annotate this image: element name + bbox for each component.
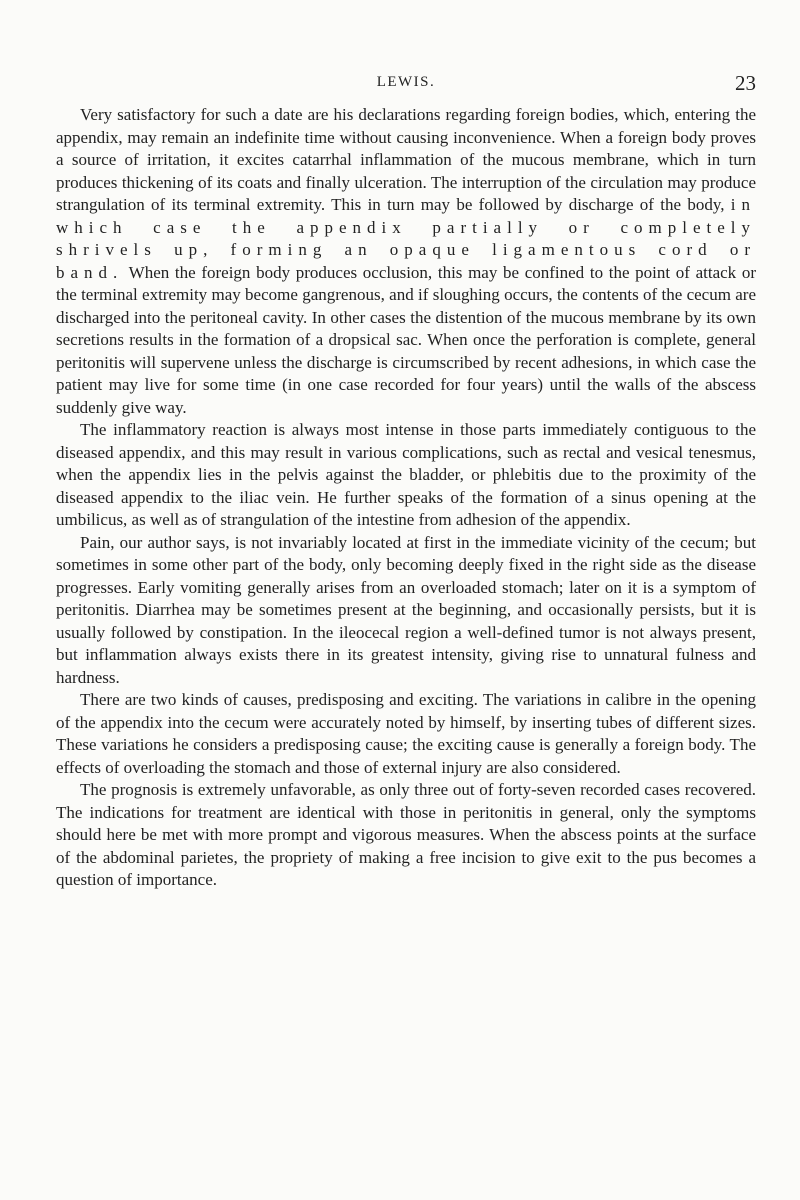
paragraph-1-spaced-text: in which case the appendix partially or completely shrivels up, forming an opaque ligamentous cord or band.	[56, 195, 757, 282]
page-header	[56, 71, 756, 95]
paragraph-1	[56, 104, 756, 419]
running-title: LEWIS.	[376, 74, 436, 90]
paragraph-1-continuation: When the foreign body produces occlusion, this may be confined to the point of attack or the terminal extremity may become gangrenous, and if sloughing occurs, the contents of the cecum are discharged into the peritoneal cavity. In other cases the distention of the mucous membrane by its own secretions results in the formation of a dropsical sac. When once the perforation is complete, general peritonitis will supervene unless the discharge is circumscribed by recent adhesions, in which case the patient may live for some time (in one case recorded for four years) until the walls of the abscess suddenly give way.	[56, 262, 756, 417]
body-text	[56, 104, 756, 892]
paragraph-5: The prognosis is extremely unfavorable, as only three out of forty-seven recorded cases recovered. The indications for treatment are identical with those in peritonitis in general, only the symptoms should here be met with more prompt and vigorous measures. When the abscess points at the surface of the abdominal parietes, the propriety of making a free incision to give exit to the pus becomes a question of importance.	[56, 780, 756, 889]
paragraph-3: Pain, our author says, is not invariably located at first in the immediate vicinity of the cecum; but sometimes in some other part of the body, only becoming deeply fixed in the right side as the disease progresses. Early vomiting generally arises from an overloaded stomach; later on it is a symptom of peritonitis. Diarrhea may be sometimes present at the beginning, and occasionally persists, but it is usually followed by constipation. In the ileocecal region a well-defined tumor is not always present, but inflammation always exists there in its greatest intensity, giving rise to unnatural fulness and hardness.	[56, 532, 756, 687]
paragraph-4: There are two kinds of causes, predisposing and exciting. The variations in calibre in the opening of the appendix into the cecum were accurately noted by himself, by inserting tubes of different sizes. These variations he considers a predisposing cause; the exciting cause is generally a foreign body. The effects of overloading the stomach and those of external injury are also considered.	[56, 690, 756, 777]
paragraph-2: The inflammatory reaction is always most intense in those parts immediately contiguous to the diseased appendix, and this may result in various complications, such as rectal and vesical tenesmus, when the appendix lies in the pelvis against the bladder, or phlebitis due to the proximity of the diseased appendix to the iliac vein. He further speaks of the formation of a sinus opening at the umbilicus, as well as of strangulation of the intestine from adhesion of the appendix.	[56, 420, 756, 529]
paragraph-1-text: Very satisfactory for such a date are his declarations regarding foreign bodies, which, entering the appendix, may remain an indefinite time without causing inconvenience. When a foreign body proves a source of irritation, it excites catarrhal inflammation of the mucous membrane, which in turn produces thickening of its coats and finally ulceration. The interruption of the circulation may produce strangulation of its terminal extremity. This in turn may be followed by discharge of the body,	[56, 105, 756, 214]
page-number: 23	[735, 71, 756, 95]
